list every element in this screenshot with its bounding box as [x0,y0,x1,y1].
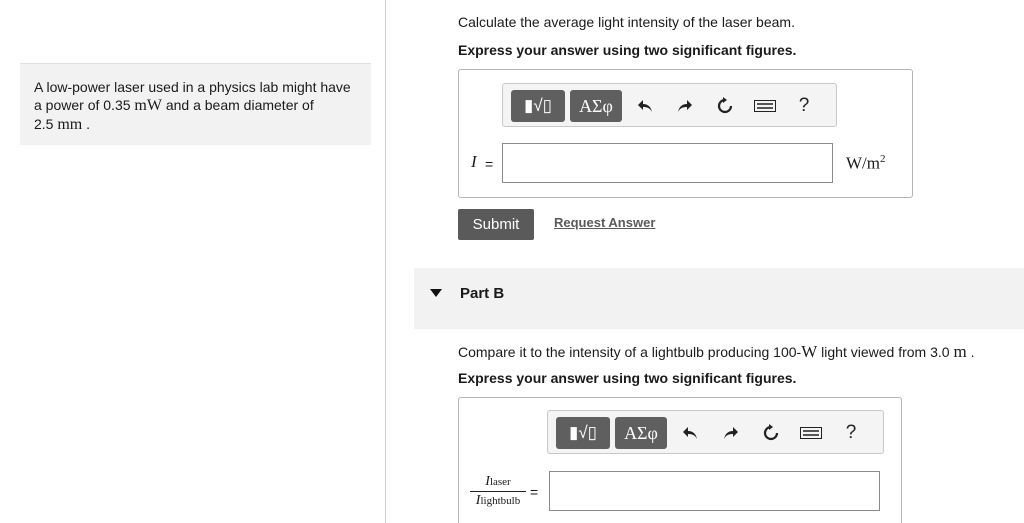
caret-down-icon[interactable] [430,289,442,297]
fraction-denominator [470,492,526,509]
unit-base: W/m [846,153,880,173]
power-unit: mW [134,97,162,114]
undo-icon[interactable] [633,94,657,118]
help-label: ? [798,95,810,116]
part-a-question: Calculate the average light intensity of the laser beam. [458,14,795,30]
reset-icon[interactable] [713,94,737,118]
greek-symbols-button-b[interactable] [615,417,667,449]
submit-button[interactable]: Submit [458,209,534,240]
part-b-question-2: light viewed from 3.0 [821,344,950,360]
diameter-unit: mm [57,116,83,133]
intensity-ratio-fraction [470,474,526,509]
templates-icon: ▮√▯ [568,423,598,442]
templates-icon: ▮√▯ [523,96,553,115]
templates-button[interactable] [511,90,565,122]
keyboard-icon[interactable] [753,94,777,118]
part-b-math-toolbar [547,410,884,454]
part-a-answer-input[interactable] [502,143,833,183]
variable-i: I [471,152,477,171]
greek-icon: ΑΣφ [624,422,658,443]
redo-icon[interactable] [673,94,697,118]
help-icon[interactable] [792,94,816,118]
watt-unit: W [801,342,818,361]
numerator-var: I [485,474,490,489]
numerator-sub: laser [489,476,511,488]
column-divider [385,0,386,523]
keyboard-icon[interactable] [799,421,823,445]
fraction-numerator [470,474,526,492]
part-a-instruction: Express your answer using two significant figures. [458,42,797,58]
part-b-title: Part B [460,285,505,302]
templates-button-b[interactable] [556,417,610,449]
meter-unit: m [953,342,967,361]
unit-label [846,153,886,174]
part-b-question [458,342,974,362]
part-b-question-end: . [970,344,975,360]
greek-symbols-button[interactable] [570,90,622,122]
request-answer-link[interactable]: Request Answer [554,215,656,230]
help-label: ? [845,422,857,443]
part-b-header[interactable] [414,268,1024,329]
problem-text-1: A low-power laser used in a physics lab might have a power of 0.35 [34,79,351,113]
reset-icon[interactable] [759,421,783,445]
equals-sign-b: = [530,484,539,500]
part-b-instruction: Express your answer using two significant figures. [458,370,797,386]
part-b-answer-input[interactable] [549,471,880,511]
help-icon[interactable] [839,421,863,445]
part-a-answer-box [458,69,913,198]
undo-icon[interactable] [678,421,702,445]
equals-sign: = [485,156,494,172]
part-b-question-1: Compare it to the intensity of a lightbulb producing 100- [458,344,802,360]
denominator-sub: lightbulb [480,495,521,507]
problem-period: . [86,116,91,132]
denominator-var: I [475,493,481,508]
greek-icon: ΑΣφ [579,95,613,116]
redo-icon[interactable] [719,421,743,445]
problem-text-2: and a beam diameter of [165,97,314,113]
diameter-value: 2.5 [34,116,54,132]
problem-statement [20,63,371,145]
unit-exponent: 2 [880,153,886,165]
part-a-math-toolbar [502,83,837,127]
